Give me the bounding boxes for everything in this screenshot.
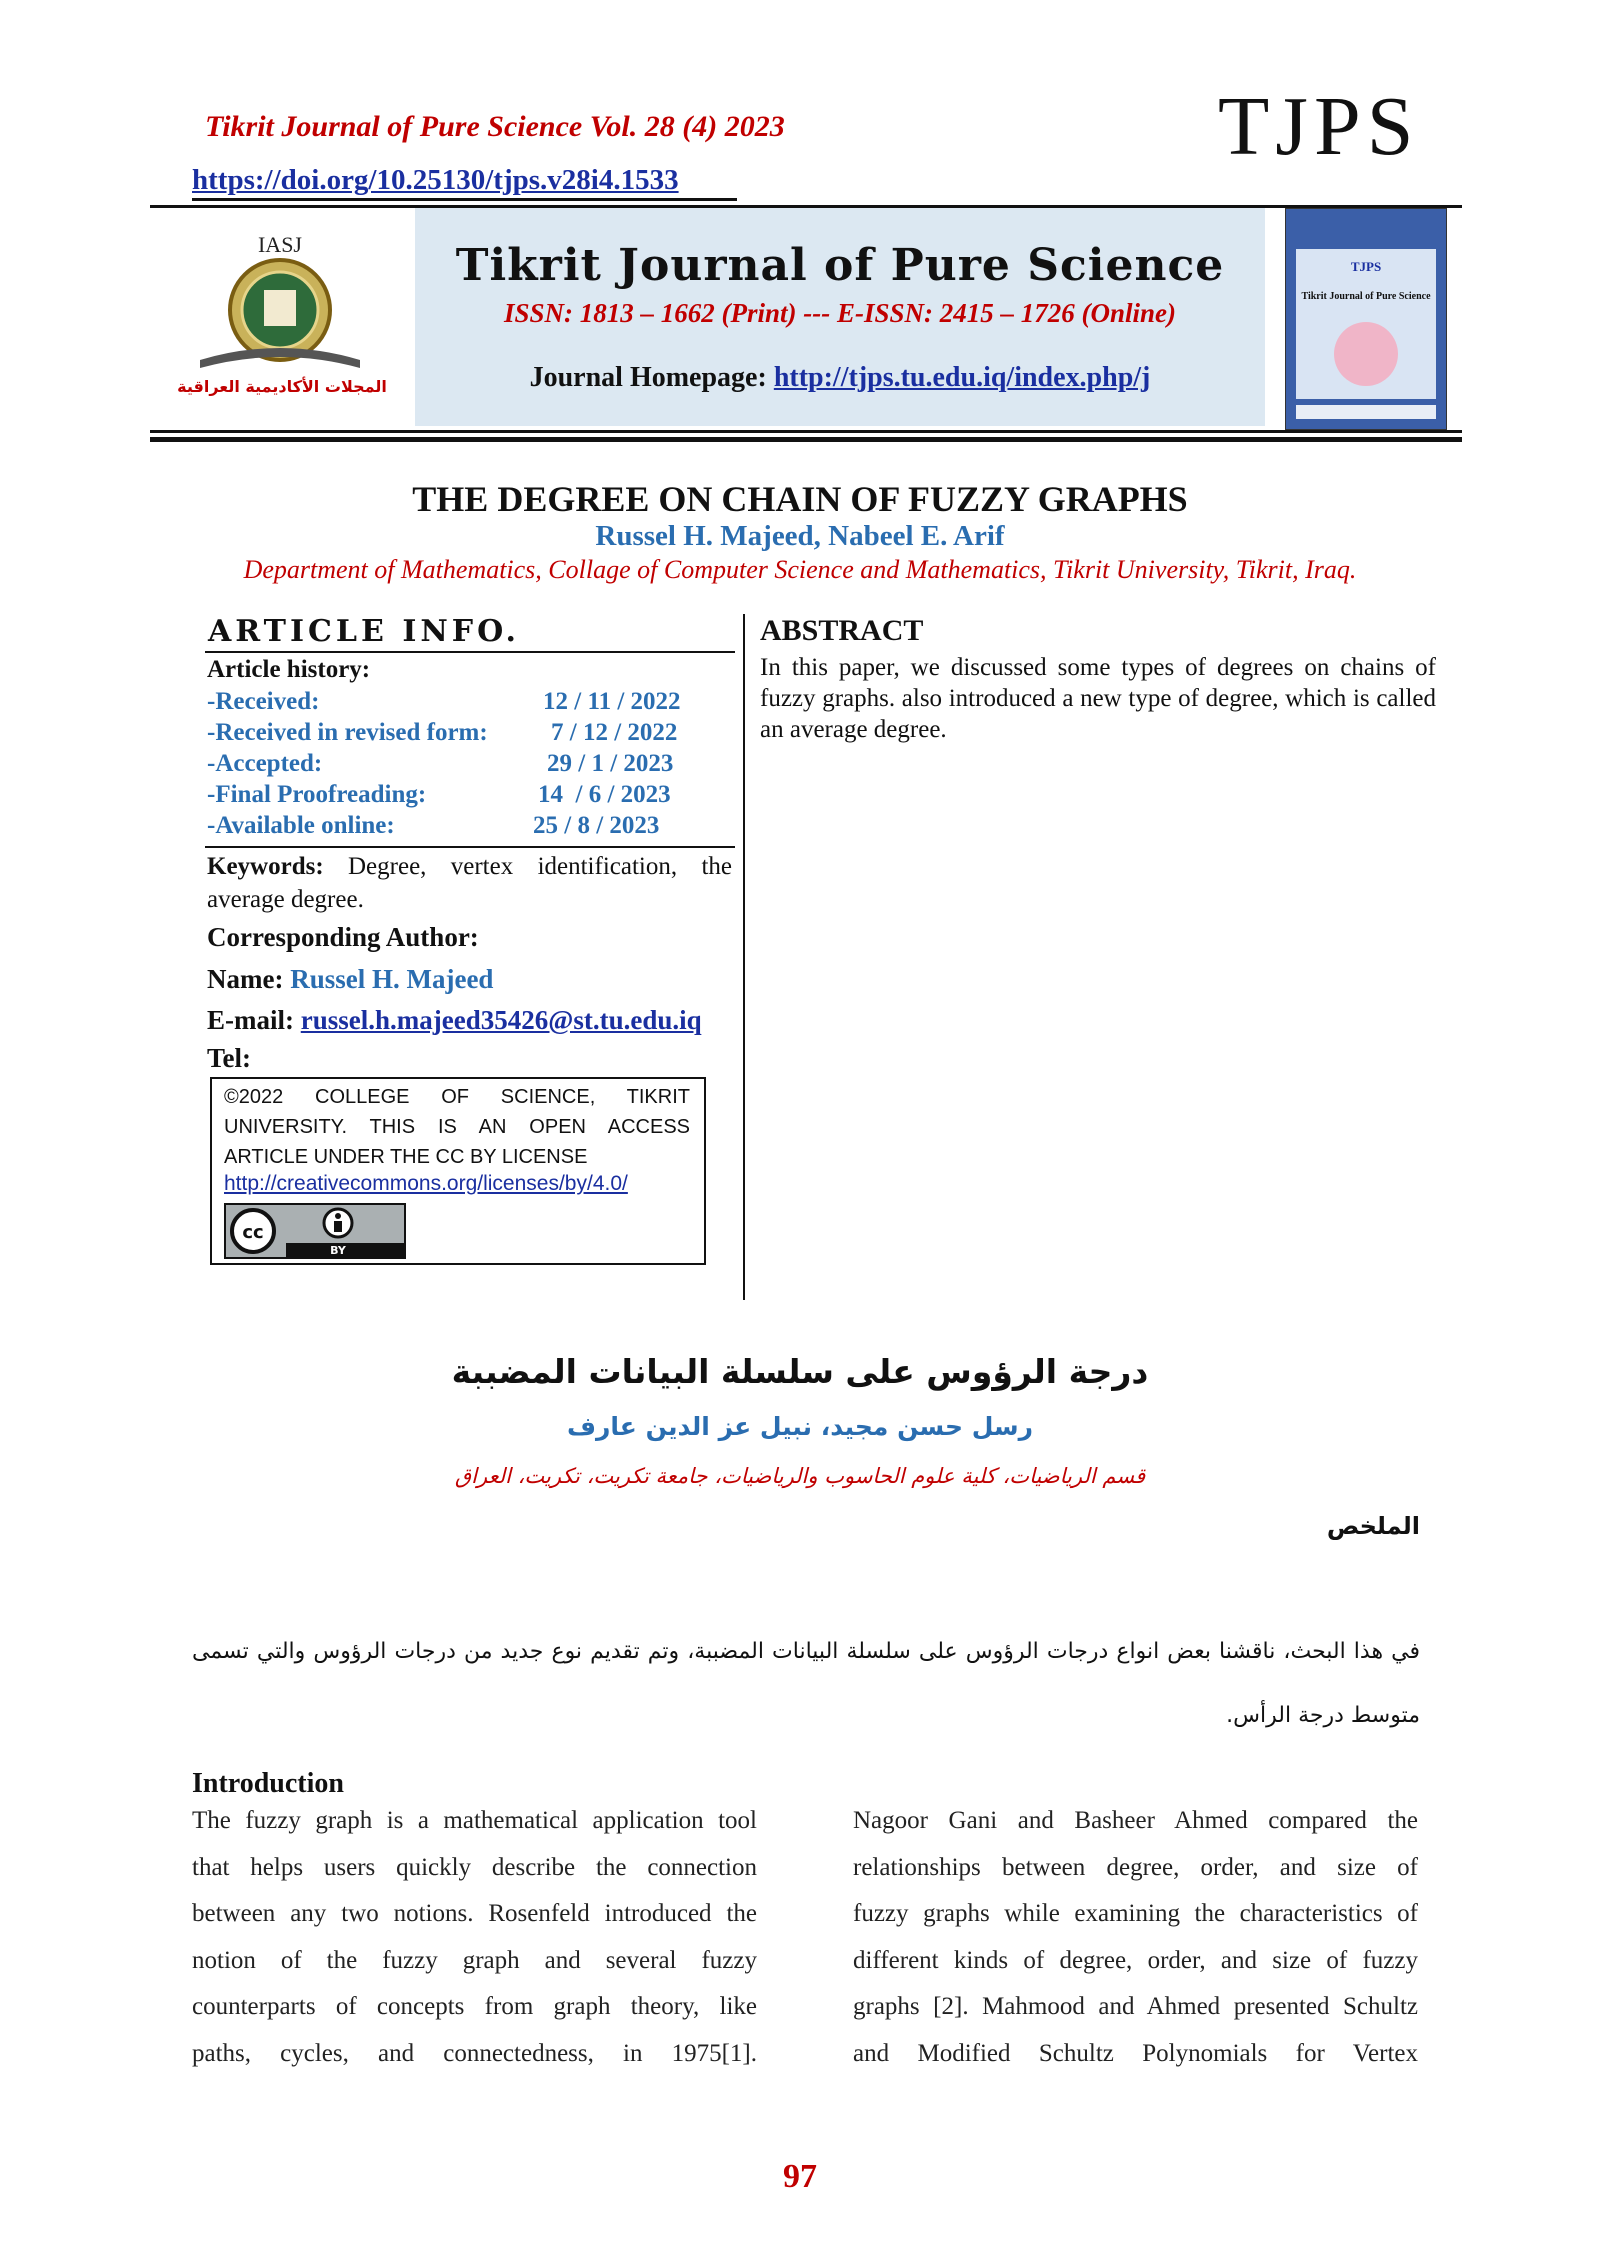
journal-cover-thumbnail xyxy=(1285,208,1447,430)
column-divider xyxy=(743,614,745,1300)
article-info-rule xyxy=(205,651,735,653)
history-label: -Final Proofreading: xyxy=(207,781,427,808)
email-label: E-mail: xyxy=(207,1005,301,1035)
article-info-heading: ARTICLE INFO. xyxy=(208,614,520,649)
text-line: graphs [2]. Mahmood and Ahmed presented Schultz xyxy=(853,1993,1418,2020)
doi-link[interactable]: https://doi.org/10.25130/tjps.v28i4.1533 xyxy=(192,164,679,196)
iasj-label: IASJ xyxy=(257,232,303,257)
article-affiliation: Department of Mathematics, Collage of Computer Science and Mathematics, Tikrit University, Tikrit, Iraq. xyxy=(243,555,1357,584)
tjps-logo: TJPS xyxy=(1218,80,1420,173)
banner-bottom-rule xyxy=(150,430,1462,433)
history-label: -Available online: xyxy=(207,812,395,839)
text-line: different kinds of degree, order, and size of fuzzy xyxy=(853,1946,1418,1974)
text-line: paths, cycles, and connectedness, in 1975[1]. xyxy=(192,2039,757,2067)
author-email xyxy=(207,1005,702,1036)
cover-title: Tikrit Journal of Pure Science xyxy=(1301,291,1431,302)
email-link[interactable]: russel.h.majeed35426@st.tu.edu.iq xyxy=(300,1005,702,1035)
issn-line: ISSN: 1813 – 1662 (Print) --- E-ISSN: 2415 – 1726 (Online) xyxy=(503,298,1177,328)
journal-citation-line: Tikrit Journal of Pure Science Vol. 28 (4) 2023 xyxy=(205,110,785,143)
iasj-arabic-label: المجلات الأكاديمية العراقية xyxy=(177,377,387,396)
text-line: fuzzy graphs while examining the characteristics of xyxy=(853,1900,1418,1927)
keywords-label: Keywords: xyxy=(207,853,324,880)
text-line: relationships between degree, order, and size of xyxy=(853,1853,1418,1881)
introduction-heading: Introduction xyxy=(192,1768,344,1799)
article-info-rule xyxy=(205,846,735,848)
text-line: between any two notions. Rosenfeld introduced the xyxy=(192,1900,757,1927)
text-line: counterparts of concepts from graph theory, like xyxy=(192,1993,757,2020)
text-line: Nagoor Gani and Basheer Ahmed compared the xyxy=(853,1807,1418,1834)
history-date: 12 / 11 / 2022 xyxy=(543,688,681,715)
history-label: -Accepted: xyxy=(207,750,323,777)
history-date: 25 / 8 / 2023 xyxy=(533,812,660,839)
article-title: THE DEGREE ON CHAIN OF FUZZY GRAPHS xyxy=(412,479,1188,519)
text-line: The fuzzy graph is a mathematical application tool xyxy=(192,1807,757,1834)
abstract-text: In this paper, we discussed some types of degrees on chains of fuzzy graphs. also introduced a new type of degree, which is called an average degree. xyxy=(760,654,1436,743)
introduction-column-left xyxy=(192,1798,757,2077)
article-history-label: Article history: xyxy=(207,656,371,683)
iasj-logo xyxy=(160,228,405,398)
page-number: 97 xyxy=(783,2158,817,2195)
cc-by-badge[interactable] xyxy=(224,1203,406,1259)
introduction-column-right xyxy=(853,1798,1418,2077)
banner-bottom-rule-thick xyxy=(150,437,1462,442)
name-label: Name: xyxy=(207,964,291,994)
text-line: and Modified Schultz Polynomials for Vertex xyxy=(853,2039,1418,2067)
keywords xyxy=(207,850,732,916)
text-line: notion of the fuzzy graph and several fuzzy xyxy=(192,1946,757,1974)
arabic-abstract-heading: الملخص xyxy=(1326,1512,1420,1540)
cc-icon: cc xyxy=(242,1222,264,1243)
by-label: BY xyxy=(330,1244,346,1257)
license-link[interactable]: http://creativecommons.org/licenses/by/4.0/ xyxy=(224,1172,628,1195)
cover-badge: TJPS xyxy=(1350,259,1382,274)
homepage-label: Journal Homepage: xyxy=(529,362,774,393)
arabic-authors: رسل حسن مجيد، نبيل عز الدين عارف xyxy=(566,1412,1034,1441)
header-rule xyxy=(192,198,737,201)
history-date: 7 / 12 / 2022 xyxy=(551,719,678,746)
abstract-heading: ABSTRACT xyxy=(760,614,924,647)
arabic-affiliation: قسم الرياضيات، كلية علوم الحاسوب والرياضيات، جامعة تكريت، تكريت، العراق xyxy=(454,1464,1146,1488)
keywords-text: Degree, vertex identification, the average degree. xyxy=(207,853,732,913)
journal-name: Tikrit Journal of Pure Science xyxy=(455,240,1225,291)
license-text: ©2022 COLLEGE OF SCIENCE, TIKRIT UNIVERSITY. THIS IS AN OPEN ACCESS ARTICLE UNDER THE CC BY LICENSE xyxy=(224,1086,690,1168)
author-name xyxy=(207,964,493,995)
corresponding-author-label: Corresponding Author: xyxy=(207,922,479,952)
history-date: 29 / 1 / 2023 xyxy=(547,750,674,777)
name-value: Russel H. Majeed xyxy=(290,964,494,994)
tel-label: Tel: xyxy=(207,1043,252,1073)
arabic-title: درجة الرؤوس على سلسلة البيانات المضببة xyxy=(451,1352,1149,1391)
journal-homepage xyxy=(415,362,1265,394)
article-authors: Russel H. Majeed, Nabeel E. Arif xyxy=(595,520,1005,552)
history-date: 14 / 6 / 2023 xyxy=(538,781,671,808)
homepage-link[interactable]: http://tjps.tu.edu.iq/index.php/j xyxy=(773,362,1151,393)
history-label: -Received in revised form: xyxy=(207,719,488,746)
history-label: -Received: xyxy=(207,688,320,715)
text-line: that helps users quickly describe the connection xyxy=(192,1853,757,1881)
arabic-abstract-text: في هذا البحث، ناقشنا بعض انواع درجات الرؤوس على سلسلة البيانات المضببة، وتم تقديم نوع جديد من درجات الرؤوس والتي تسمى متوسط درجة الرأس. xyxy=(192,1639,1420,1728)
